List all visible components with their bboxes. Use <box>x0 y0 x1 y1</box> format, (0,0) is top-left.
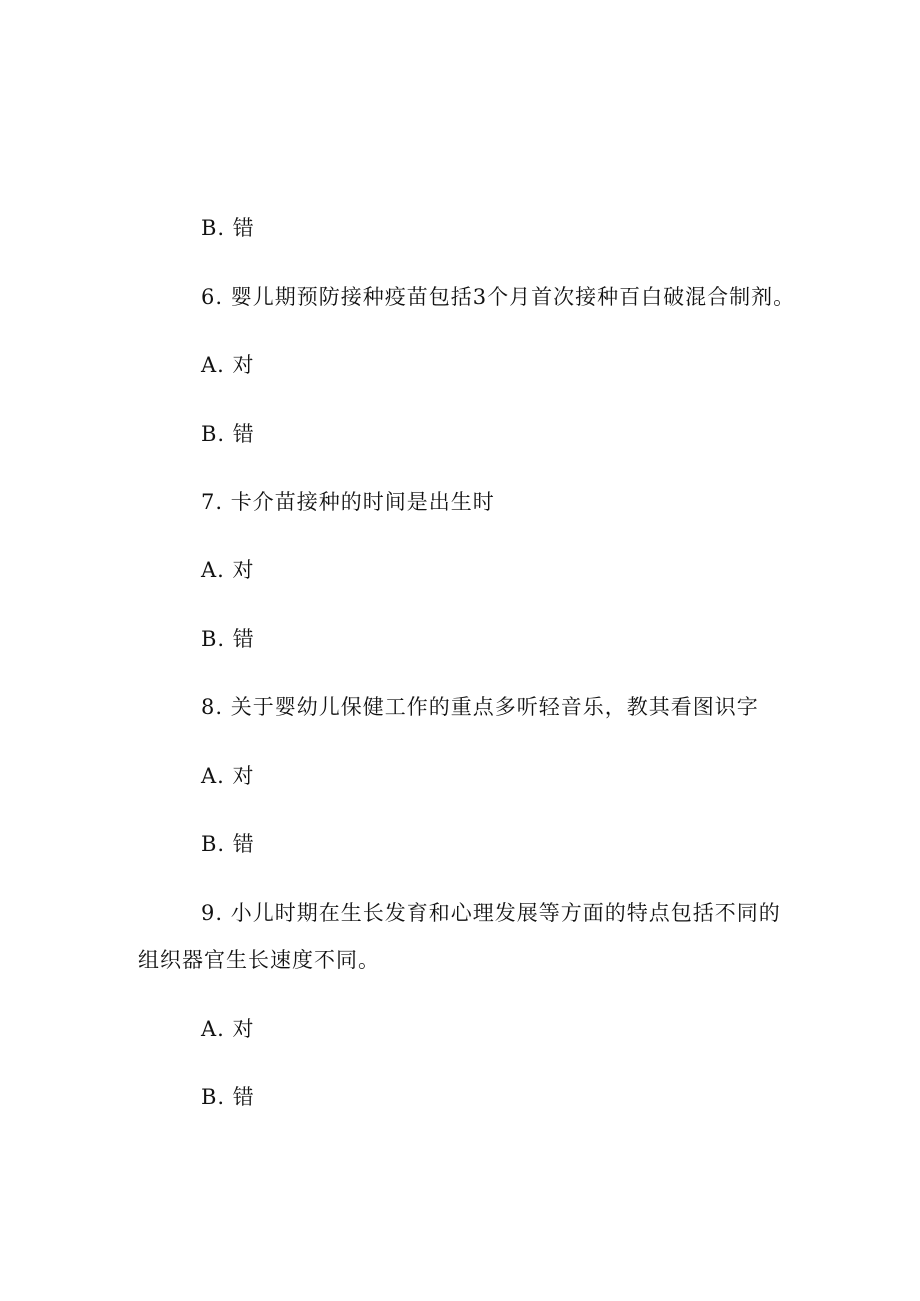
question-9-continuation: 组织器官生长速度不同。 <box>138 948 380 972</box>
option-b-q5: B. 错 <box>201 216 255 240</box>
question-8: 8. 关于婴幼儿保健工作的重点多听轻音乐，教其看图识字 <box>201 695 759 719</box>
question-9: 9. 小儿时期在生长发育和心理发展等方面的特点包括不同的 <box>201 901 781 925</box>
option-a-q9: A. 对 <box>201 1017 255 1041</box>
option-b-q6: B. 错 <box>201 422 255 446</box>
question-6: 6. 婴儿期预防接种疫苗包括3个月首次接种百白破混合制剂。 <box>201 285 796 309</box>
question-7: 7. 卡介苗接种的时间是出生时 <box>201 490 495 514</box>
option-a-q8: A. 对 <box>201 764 255 788</box>
option-a-q6: A. 对 <box>201 353 255 377</box>
option-a-q7: A. 对 <box>201 558 255 582</box>
option-b-q7: B. 错 <box>201 627 255 651</box>
option-b-q9: B. 错 <box>201 1085 255 1109</box>
option-b-q8: B. 错 <box>201 832 255 856</box>
